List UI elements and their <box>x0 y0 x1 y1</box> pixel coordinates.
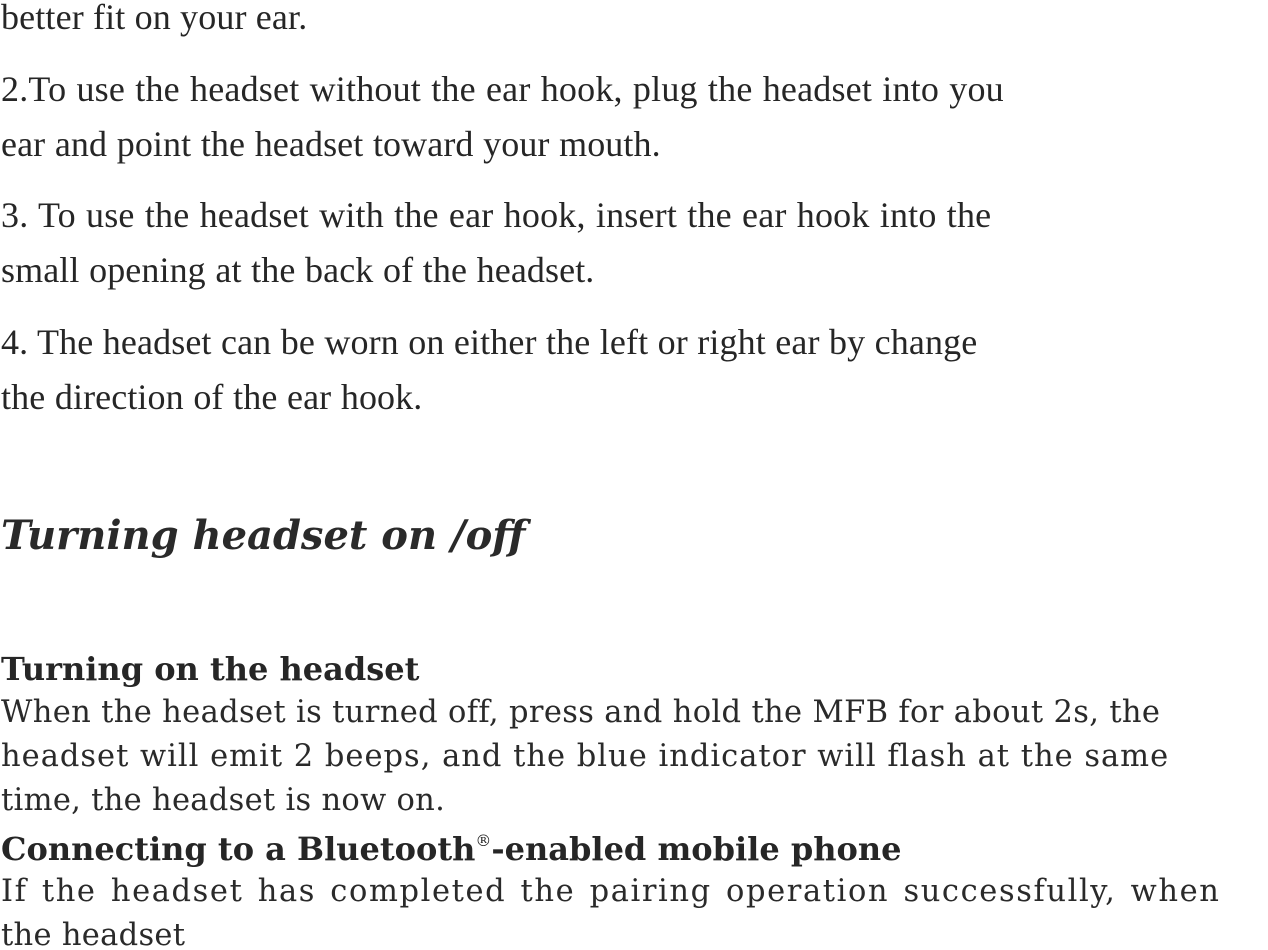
section-heading: Turning headset on /off <box>1 512 526 559</box>
paragraph-line: 3. To use the headset with the ear hook, insert the ear hook into the <box>1 195 992 235</box>
paragraph-line: small opening at the back of the headset. <box>1 250 595 290</box>
paragraph-line: headset will emit 2 beeps, and the blue indicator will flash at the same <box>1 739 1170 774</box>
paragraph-line: 2.To use the headset without the ear hook, plug the headset into you <box>1 69 1004 109</box>
subsection-title <box>1 829 901 869</box>
paragraph-line: time, the headset is now on. <box>1 783 446 818</box>
paragraph-line: If the headset has completed the pairing operation successfully, when <box>1 874 1221 909</box>
paragraph-line: When the headset is turned off, press and hold the MFB for about 2s, the <box>1 695 1161 730</box>
paragraph-line: the headset <box>1 918 186 950</box>
subsection-title: Turning on the headset <box>1 650 420 688</box>
paragraph-line: the direction of the ear hook. <box>1 377 423 417</box>
subsection-title-part: Connecting to a Bluetooth <box>1 830 476 868</box>
registered-mark: ® <box>475 831 492 850</box>
paragraph-line: ear and point the headset toward your mouth. <box>1 124 661 164</box>
subsection-title-part: -enabled mobile phone <box>491 830 902 868</box>
paragraph-line: better fit on your ear. <box>1 0 308 37</box>
paragraph-line: 4. The headset can be worn on either the left or right ear by change <box>1 322 978 362</box>
